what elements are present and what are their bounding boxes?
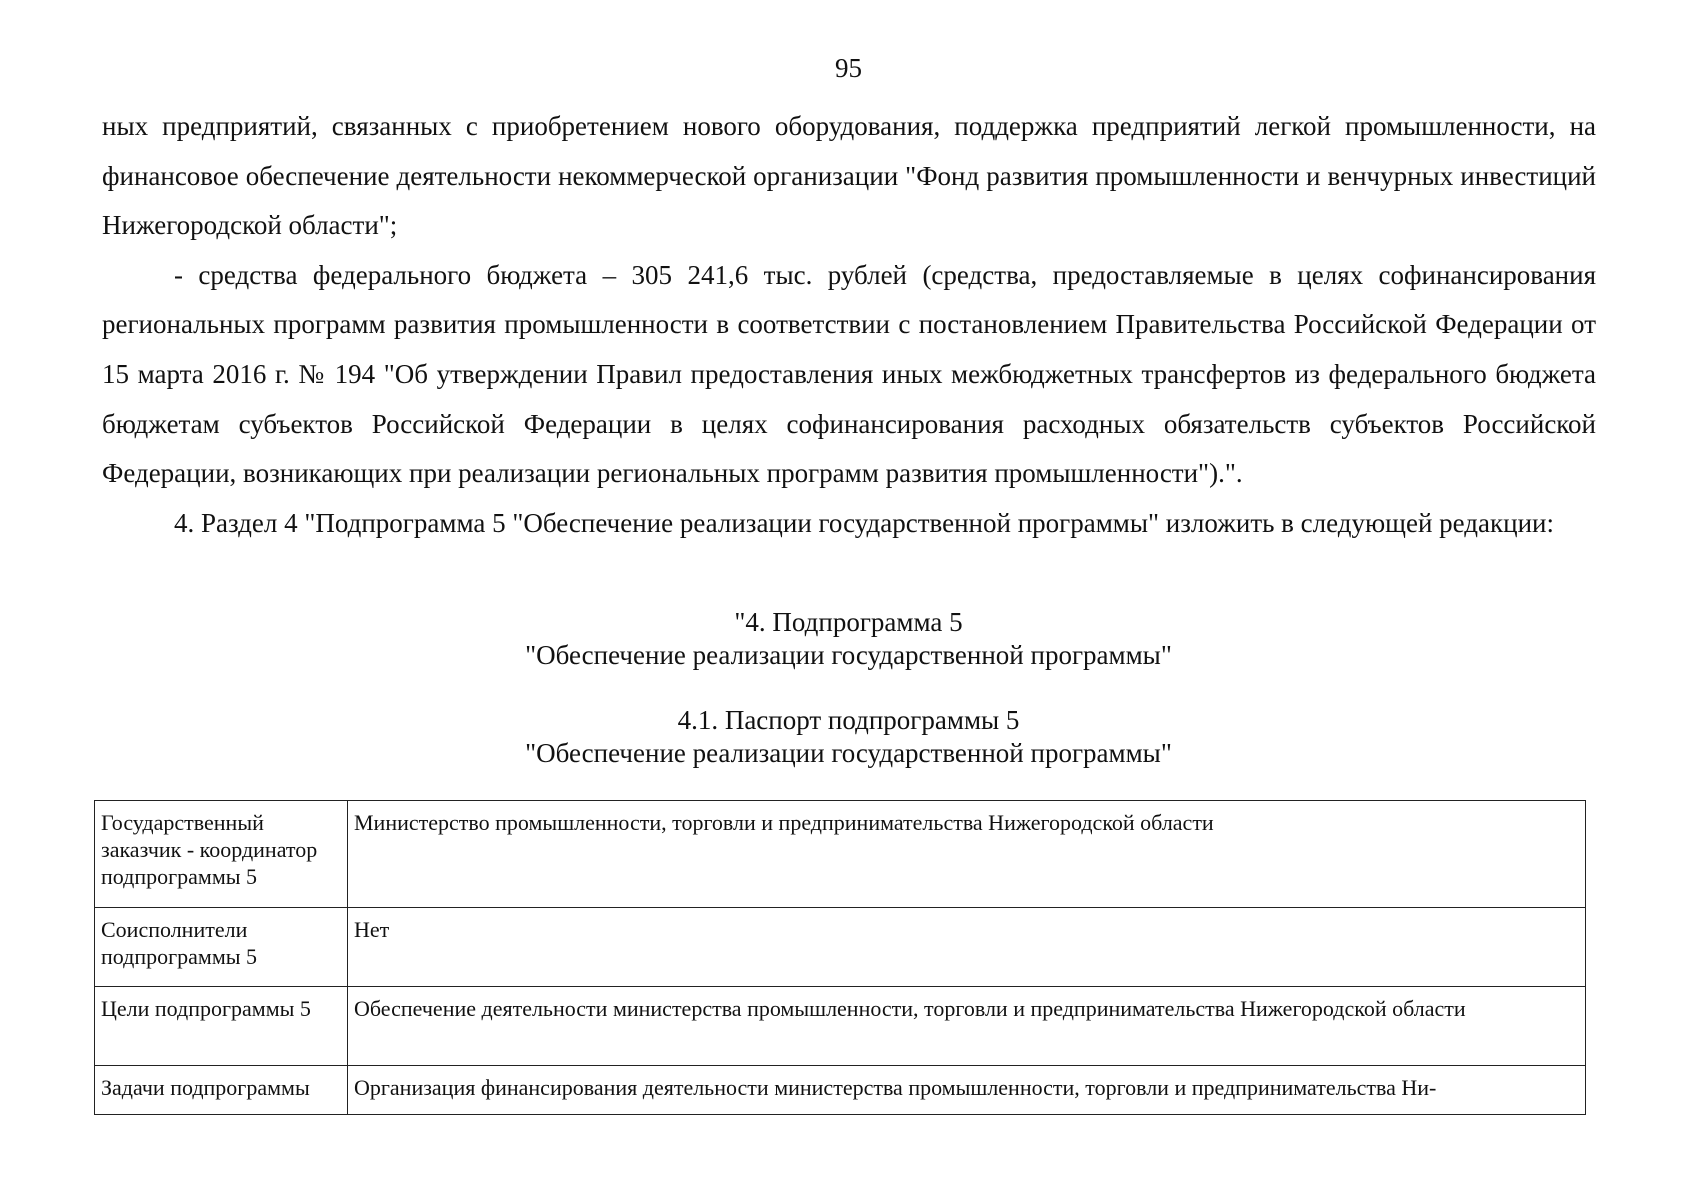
table-row [95, 1066, 1586, 1115]
table-value-cell: Министерство промышленности, торговли и предпринимательства Нижегородской области [348, 801, 1586, 908]
table-label-cell: Задачи подпрограммы [95, 1066, 348, 1115]
table-value-cell: Обеспечение деятельности министерства промышленности, торговли и предпринимательства Нижегородской области [348, 987, 1586, 1066]
paragraph-federal-budget: - средства федерального бюджета – 305 241,6 тыс. рублей (средства, предоставляемые в целях софинансирования региональных программ развития промышленности в соответствии с постановлением Правительства Российской Федерации от 15 марта 2016 г. № 194 "Об утверждении Правил предоставления иных межбюджетных трансфертов из федерального бюджета бюджетам субъектов Российской Федерации в целях софинансирования расходных обязательств субъектов Российской Федерации, возникающих при реализации региональных программ развития промышленности").". [102, 259, 1596, 489]
table-label-cell: Государственный заказчик - координатор подпрограммы 5 [95, 801, 348, 908]
paragraph-section-4-amendment: 4. Раздел 4 "Подпрограмма 5 "Обеспечение реализации государственной программы" изложить в следующей редакции: [174, 507, 1554, 538]
page-number: 95 [835, 53, 862, 83]
paragraph-funding-continuation: ных предприятий, связанных с приобретением нового оборудования, поддержка предприятий легкой промышленности, на финансовое обеспечение деятельности некоммерческой организации "Фонд развития промышленности и венчурных инвестиций Нижегородской области"; [102, 111, 1596, 241]
passport-heading-line2: "Обеспечение реализации государственной программы" [525, 738, 1172, 768]
passport-table [94, 800, 1586, 1115]
table-label-cell: Цели подпрограммы 5 [95, 987, 348, 1066]
subprogram-heading-line1: "4. Подпрограмма 5 [734, 607, 963, 637]
subprogram-heading-line2: "Обеспечение реализации государственной программы" [525, 640, 1172, 670]
table-label-cell: Соисполнители подпрограммы 5 [95, 908, 348, 987]
table-value-cell: Организация финансирования деятельности министерства промышленности, торговли и предпринимательства Ни- [348, 1066, 1586, 1115]
table-row [95, 987, 1586, 1066]
subprogram-heading [0, 606, 1697, 672]
passport-heading [0, 704, 1697, 770]
table-row [95, 801, 1586, 908]
table-value-cell: Нет [348, 908, 1586, 987]
passport-heading-line1: 4.1. Паспорт подпрограммы 5 [677, 705, 1020, 735]
body-text [102, 102, 1596, 548]
table-row [95, 908, 1586, 987]
